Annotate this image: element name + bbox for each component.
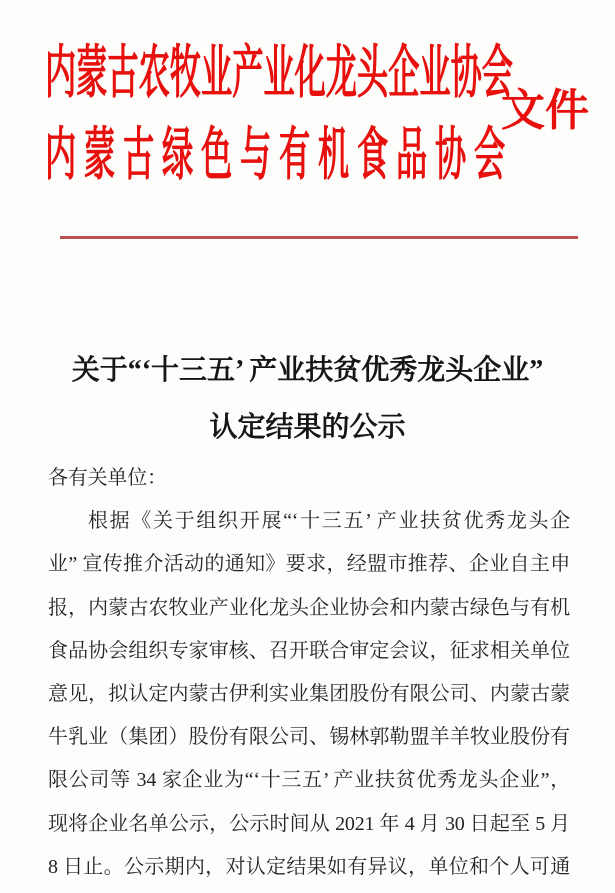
body-paragraph-line: 8 日止。公示期内，对认定结果如有异议，单位和个人可通 [48,855,570,878]
letterhead-doc-type-label: 文件 [501,86,589,135]
body-paragraph-line: 报，内蒙古农牧业产业化龙头企业协会和内蒙古绿色与有机 [48,596,570,619]
body-paragraph-line: 牛乳业（集团）股份有限公司、锡林郭勒盟羊羊牧业股份有 [48,726,570,749]
body-paragraph-line: 现将企业名单公示，公示时间从 2021 年 4 月 30 日起至 5 月 [48,812,570,835]
document-title-line-1: 关于“‘十三五’ 产业扶贫优秀龙头企业” [71,355,544,386]
document-title [0,342,615,456]
body-paragraph-line: 根据《关于组织开展“‘十三五’ 产业扶贫优秀龙头企 [88,510,570,533]
letterhead-issuer-line-2: 内蒙古绿色与有机食品协会 [45,124,514,188]
document-body [48,457,570,889]
body-paragraph-line: 业” 宣传推介活动的通知》要求，经盟市推荐、企业自主申 [48,553,570,576]
body-paragraph-line: 意见，拟认定内蒙古伊利实业集团股份有限公司、内蒙古蒙 [48,682,570,705]
letterhead-issuer-line-1: 内蒙古农牧业产业化龙头企业协会 [45,42,514,106]
red-divider-line [60,236,578,239]
document-title-line-2: 认定结果的公示 [209,412,406,443]
salutation-line: 各有关单位： [48,467,167,489]
body-paragraph-line: 食品协会组织专家审核、召开联合审定会议，征求相关单位 [48,639,570,662]
body-paragraph-line: 限公司等 34 家企业为“‘十三五’ 产业扶贫优秀龙头企业”， [48,769,570,792]
